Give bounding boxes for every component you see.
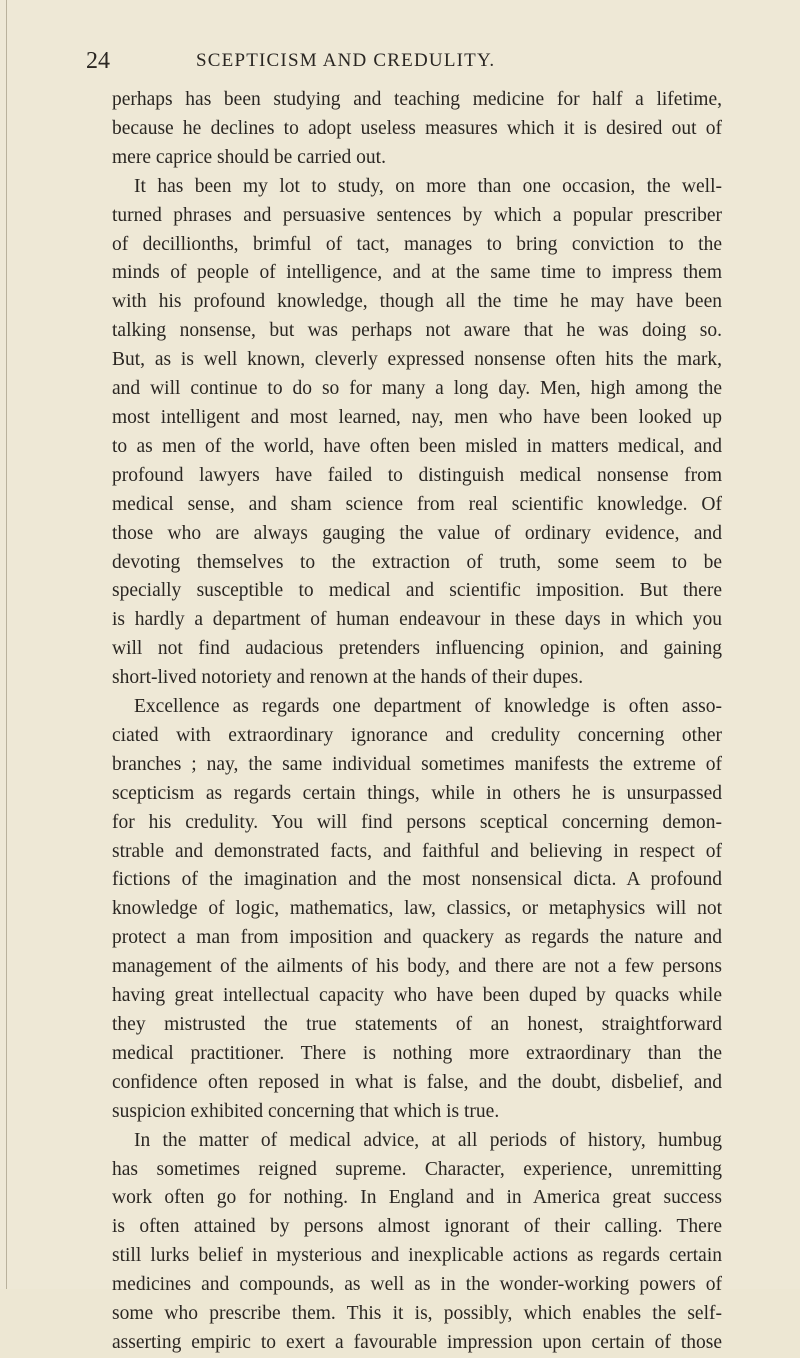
text-line: turned phrases and persuasive sentences by which a popular prescriber <box>112 204 722 226</box>
text-line: Excellence as regards one department of knowledge is often asso- <box>134 696 722 718</box>
text-line: is hardly a department of human endeavour in these days in which you <box>112 609 722 631</box>
text-line: work often go for nothing. In England and in America great success <box>112 1187 722 1209</box>
text-line: scepticism as regards certain things, while in others he is unsurpassed <box>112 782 722 804</box>
text-line: has sometimes reigned supreme. Character, experience, unremitting <box>112 1158 722 1180</box>
text-line: protect a man from imposition and quackery as regards the nature and <box>112 927 722 949</box>
text-line: specially susceptible to medical and scientific imposition. But there <box>112 580 722 602</box>
page-number: 24 <box>86 48 110 74</box>
text-line: medical sense, and sham science from real scientific knowledge. Of <box>112 493 722 515</box>
text-line: having great intellectual capacity who have been duped by quacks while <box>112 985 722 1007</box>
text-line: of decillionths, brimful of tact, manages to bring conviction to the <box>112 233 722 255</box>
text-line: It has been my lot to study, on more than one occasion, the well- <box>134 175 722 197</box>
text-line: with his profound knowledge, though all the time he may have been <box>112 291 722 313</box>
text-line: is often attained by persons almost ignorant of their calling. There <box>112 1216 722 1238</box>
text-line: talking nonsense, but was perhaps not aware that he was doing so. <box>112 320 722 342</box>
text-line: In the matter of medical advice, at all periods of history, humbug <box>134 1129 722 1151</box>
text-line: will not find audacious pretenders influencing opinion, and gaining <box>112 638 722 660</box>
text-line: strable and demonstrated facts, and faithful and believing in respect of <box>112 840 722 862</box>
text-line: branches ; nay, the same individual sometimes manifests the extreme of <box>112 753 722 775</box>
text-line: medical practitioner. There is nothing more extraordinary than the <box>112 1042 722 1064</box>
text-line: medicines and compounds, as well as in the wonder-working powers of <box>112 1274 722 1296</box>
text-line: because he declines to adopt useless measures which it is desired out of <box>112 117 722 139</box>
text-line: those who are always gauging the value of ordinary evidence, and <box>112 522 722 544</box>
text-line: knowledge of logic, mathematics, law, classics, or metaphysics will not <box>112 898 722 920</box>
text-line: But, as is well known, cleverly expressed nonsense often hits the mark, <box>112 349 722 371</box>
page-gutter-edge <box>6 0 7 1289</box>
running-head: SCEPTICISM AND CREDULITY. <box>196 50 496 71</box>
text-line: management of the ailments of his body, and there are not a few persons <box>112 956 722 978</box>
page-header <box>86 48 726 78</box>
text-line: fictions of the imagination and the most nonsensical dicta. A profound <box>112 869 722 891</box>
text-line: minds of people of intelligence, and at the same time to impress them <box>112 262 722 284</box>
text-line: most intelligent and most learned, nay, men who have been looked up <box>112 406 722 428</box>
text-line: short-lived notoriety and renown at the hands of their dupes. <box>112 667 584 689</box>
text-line: for his credulity. You will find persons sceptical concerning demon- <box>112 811 722 833</box>
text-line: and will continue to do so for many a long day. Men, high among the <box>112 378 722 400</box>
text-line: they mistrusted the true statements of an honest, straightforward <box>112 1014 722 1035</box>
text-line: asserting empiric to exert a favourable impression upon certain of those <box>112 1331 722 1353</box>
text-line: devoting themselves to the extraction of truth, some seem to be <box>112 551 722 573</box>
text-line: confidence often reposed in what is false, and the doubt, disbelief, and <box>112 1071 722 1093</box>
text-line: profound lawyers have failed to distinguish medical nonsense from <box>112 464 722 486</box>
text-line: perhaps has been studying and teaching medicine for half a lifetime, <box>112 89 722 110</box>
text-line: suspicion exhibited concerning that which is true. <box>112 1100 500 1122</box>
text-line: still lurks belief in mysterious and inexplicable actions as regards certain <box>112 1245 722 1267</box>
text-line: to as men of the world, have often been misled in matters medical, and <box>112 435 722 457</box>
text-line: some who prescribe them. This it is, possibly, which enables the self- <box>112 1303 722 1325</box>
text-line: ciated with extraordinary ignorance and credulity concerning other <box>112 724 722 746</box>
text-line: mere caprice should be carried out. <box>112 146 386 168</box>
body-text <box>112 86 722 1358</box>
